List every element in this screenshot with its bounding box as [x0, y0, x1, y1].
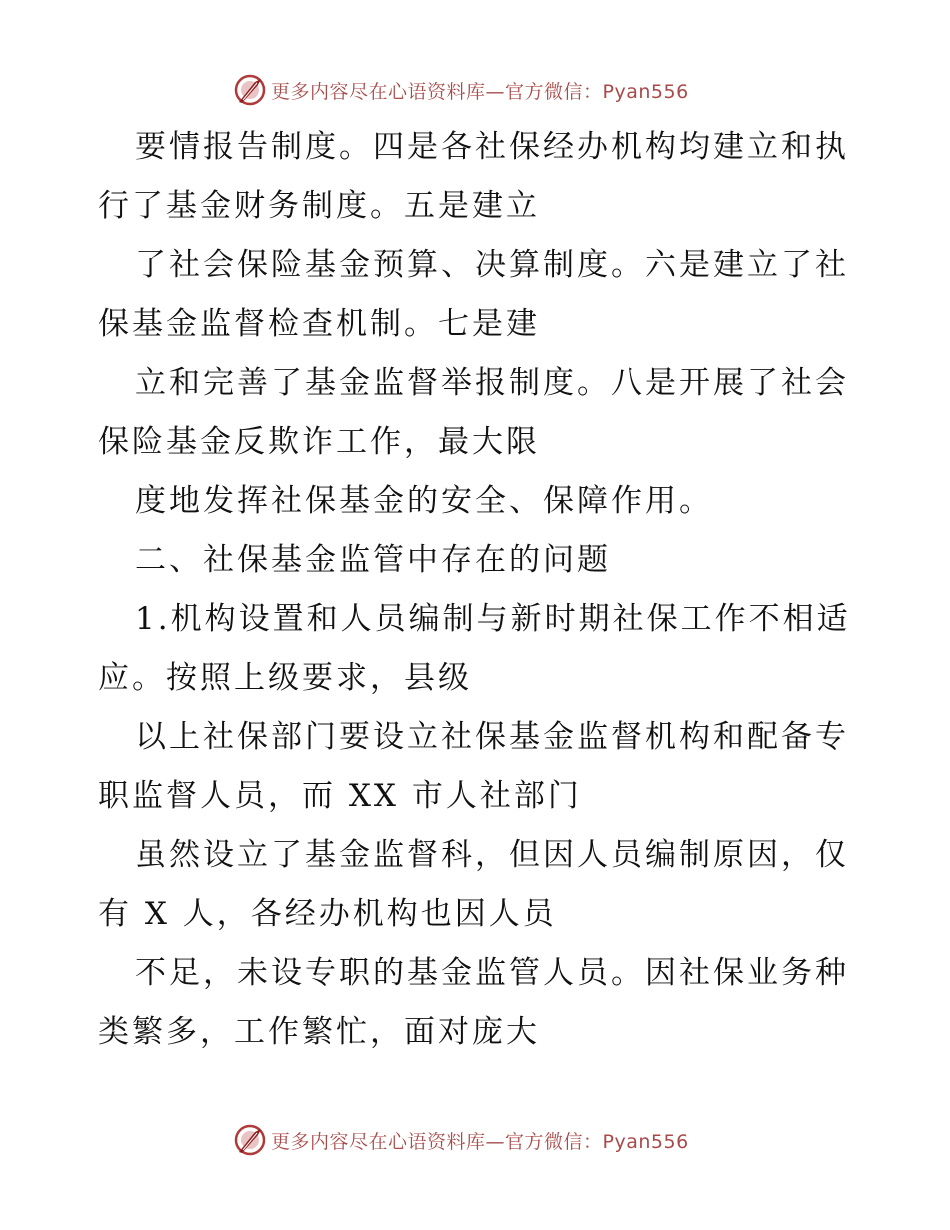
body-line-12: 职监督人员，而 XX 市人社部门: [98, 778, 582, 814]
body-line-15: 不足，未设专职的基金监管人员。因社保业务种: [135, 955, 849, 991]
body-line-5: 立和完善了基金监督举报制度。八是开展了社会: [135, 365, 849, 401]
body-line-4: 保基金监督检查机制。七是建: [98, 306, 540, 342]
body-line-2: 行了基金财务制度。五是建立: [98, 188, 540, 224]
body-line-9: 1.机构设置和人员编制与新时期社保工作不相适: [135, 601, 851, 637]
body-line-10: 应。按照上级要求，县级: [98, 660, 472, 696]
document-body: [98, 118, 858, 1062]
watermark-text: 更多内容尽在心语资料库—官方微信：Pyan556: [271, 1130, 689, 1153]
body-line-14: 有 X 人，各经办机构也因人员: [98, 896, 557, 932]
footer-watermark: [233, 1122, 689, 1158]
body-line-16: 类繁多，工作繁忙，面对庞大: [98, 1014, 540, 1050]
body-line-3: 了社会保险基金预算、决算制度。六是建立了社: [135, 247, 849, 283]
feather-pen-logo-icon: [233, 73, 267, 107]
section-heading: 二、社保基金监管中存在的问题: [135, 542, 611, 578]
header-watermark: [233, 72, 689, 108]
body-line-13: 虽然设立了基金监督科，但因人员编制原因，仅: [135, 837, 849, 873]
body-line-1: 要情报告制度。四是各社保经办机构均建立和执: [135, 129, 849, 165]
body-line-6: 保险基金反欺诈工作，最大限: [98, 424, 540, 460]
body-line-11: 以上社保部门要设立社保基金监督机构和配备专: [135, 719, 849, 755]
watermark-text: 更多内容尽在心语资料库—官方微信：Pyan556: [271, 80, 689, 103]
feather-pen-logo-icon: [233, 1123, 267, 1157]
body-line-7: 度地发挥社保基金的安全、保障作用。: [135, 483, 713, 519]
